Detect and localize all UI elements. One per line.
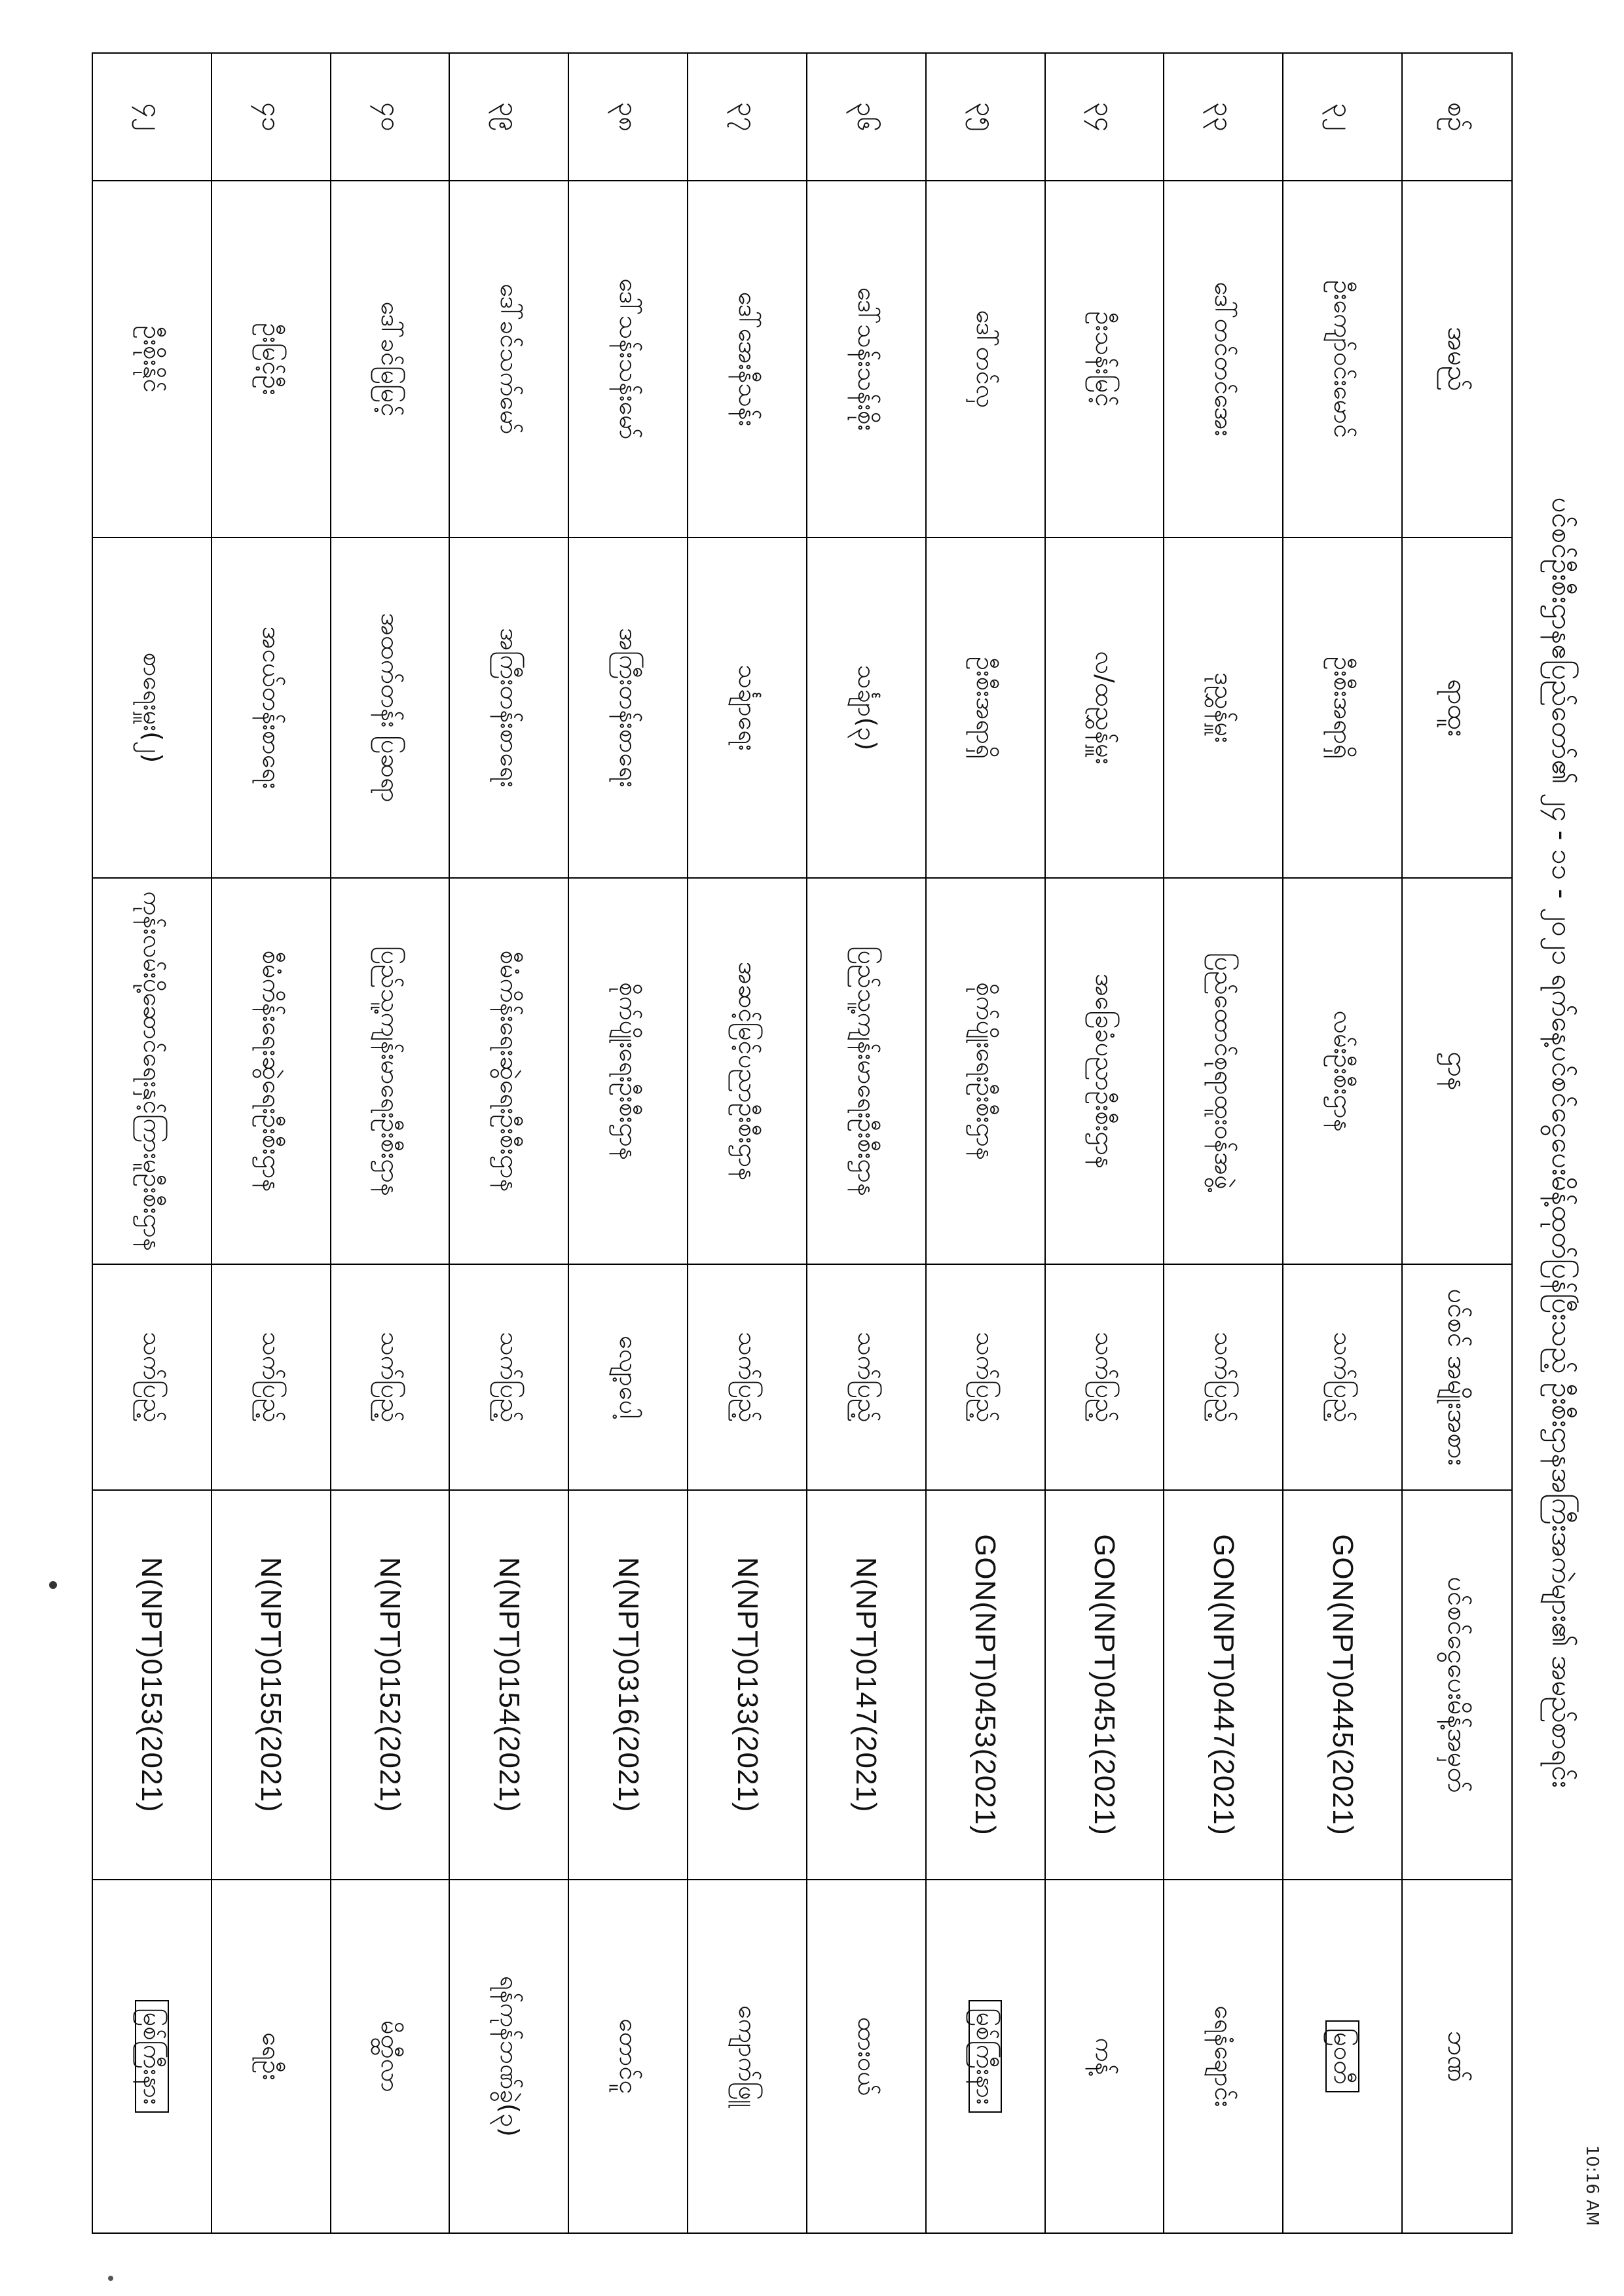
margin-dot bbox=[49, 1581, 57, 1589]
row-number: ၄၀ bbox=[331, 53, 450, 181]
department-name: ကုန်းလမ်းပို့ဆောင်ရေးနှင့်ကြားမူဦးစီးဌာန bbox=[92, 878, 212, 1264]
pension-type: သက်ပြည့် bbox=[1045, 1264, 1164, 1490]
row-number: ၄၂ bbox=[92, 53, 212, 181]
row-number: ၃၅ bbox=[926, 53, 1045, 181]
department-name: စိုက်ပျိုးရေးဦးစီးဌာန bbox=[926, 878, 1045, 1264]
bank-branch: ရေဦး bbox=[212, 1880, 331, 2233]
position-title: လ/ထညွှန်မှူး bbox=[1045, 538, 1164, 878]
pension-type: သက်ပြည့် bbox=[1283, 1264, 1402, 1490]
row-number: ၃၈ bbox=[568, 53, 688, 181]
header-no: စဉ် bbox=[1402, 53, 1512, 181]
bank-branch-boxed: မြစ်ကြီးနား bbox=[969, 2000, 1003, 2113]
department-name: အခြေခံပညာဦးစီးဌာန bbox=[1045, 878, 1164, 1264]
pension-order-number: GON(NPT)0451(2021) bbox=[1045, 1490, 1164, 1880]
department-name: စိုက်ပျိုးရေးဦးစီးဌာန bbox=[568, 878, 688, 1264]
bank-branch bbox=[92, 1880, 212, 2233]
person-name: ဒေါ်ခင်သက်မော် bbox=[450, 181, 569, 538]
pension-order-number: N(NPT)0155(2021) bbox=[212, 1490, 331, 1880]
position-title: ဦးစီးအရာရှိ bbox=[926, 538, 1045, 878]
pension-order-number: N(NPT)0147(2021) bbox=[807, 1490, 926, 1880]
bank-branch-boxed: မြဝတီ bbox=[1325, 2020, 1359, 2092]
position-title: အကြီးတန်းစာရေး bbox=[568, 538, 688, 878]
bank-branch: ထားဝယ် bbox=[807, 1880, 926, 2233]
department-name: စီမံကိန်းရေးဆွဲရေးဦးစီးဌာန bbox=[450, 878, 569, 1264]
pension-order-number: GON(NPT)0445(2021) bbox=[1283, 1490, 1402, 1880]
pension-type: သက်ပြည့် bbox=[212, 1264, 331, 1490]
table-row bbox=[926, 53, 1045, 2233]
row-number: ၃၉ bbox=[450, 53, 569, 181]
bank-branch: ရေနံချောင်း bbox=[1164, 1880, 1283, 2233]
position-title: အထက်တန်း ပြဆရာ bbox=[331, 538, 450, 878]
position-title: ဒုညွှန်မှူး bbox=[1164, 538, 1283, 878]
position-title: အကြီးတန်းစာရေး bbox=[450, 538, 569, 878]
position-title: သင်္ချာရေး bbox=[688, 538, 807, 878]
bank-branch bbox=[926, 1880, 1045, 2233]
pension-type: သက်ပြည့် bbox=[331, 1264, 450, 1490]
pension-type: လျော့ပေါ့ bbox=[568, 1264, 688, 1490]
bank-branch: တောင်ငူ bbox=[568, 1880, 688, 2233]
position-title: စာရေးမှူး(၂) bbox=[92, 538, 212, 878]
department-name: စီမံကိန်းရေးဆွဲရေးဦးစီးဌာန bbox=[212, 878, 331, 1264]
bank-branch bbox=[1283, 1880, 1402, 2233]
header-position: ရာထူး bbox=[1402, 538, 1512, 878]
row-number: ၃၄ bbox=[1045, 53, 1164, 181]
position-title: သင်္ချာ(၃) bbox=[807, 538, 926, 878]
department-name: လမ်းဦးစီးဌာန bbox=[1283, 878, 1402, 1264]
table-row bbox=[92, 53, 212, 2233]
department-name: ပြည်ထောင်စုရာထူးဝန်အဖွဲ့ bbox=[1164, 878, 1283, 1264]
person-name: ဒေါ်သန်းသန်းစိုး bbox=[807, 181, 926, 538]
table-row bbox=[688, 53, 807, 2233]
pension-type: သက်ပြည့် bbox=[1164, 1264, 1283, 1490]
pension-type: သက်ပြည့် bbox=[92, 1264, 212, 1490]
header-order-no: ပင်စင်ငွေပေးမိန့်အမှတ် bbox=[1402, 1490, 1512, 1880]
pension-type: သက်ပြည့် bbox=[688, 1264, 807, 1490]
table-header-row bbox=[1402, 53, 1512, 2233]
row-number: ၃၆ bbox=[807, 53, 926, 181]
person-name: ဒေါ်အေးနီသန်း bbox=[688, 181, 807, 538]
table-row bbox=[1045, 53, 1164, 2233]
table-row bbox=[568, 53, 688, 2233]
person-name: ဦးကျော်ဝင်းမောင် bbox=[1283, 181, 1402, 538]
department-name: ပြည်သူ့ကျန်းမာရေးဦးစီးဌာန bbox=[331, 878, 450, 1264]
table-row bbox=[807, 53, 926, 2233]
person-name: ဦးမြင့်ဦး bbox=[212, 181, 331, 538]
scan-timestamp: 10:16 AM bbox=[1582, 2145, 1602, 2226]
person-name: ဦးစိုးနိုင် bbox=[92, 181, 212, 538]
department-name: အဆင့်မြင့်ပညာဦးစီးဌာန bbox=[688, 878, 807, 1264]
row-number: ၄၁ bbox=[212, 53, 331, 181]
pension-order-number: N(NPT)0154(2021) bbox=[450, 1490, 569, 1880]
pension-order-number: N(NPT)0152(2021) bbox=[331, 1490, 450, 1880]
person-name: ဦးသန်းမြင့် bbox=[1045, 181, 1164, 538]
row-number: ၃၂ bbox=[1283, 53, 1402, 181]
margin-dot bbox=[108, 2276, 113, 2281]
table-row bbox=[450, 53, 569, 2233]
table-body bbox=[92, 53, 1402, 2233]
pension-order-number: N(NPT)0316(2021) bbox=[568, 1490, 688, 1880]
position-title: ဦးစီးအရာရှိ bbox=[1283, 538, 1402, 878]
bank-branch: ကန့် bbox=[1045, 1880, 1164, 2233]
pension-type: သက်ပြည့် bbox=[807, 1264, 926, 1490]
table-row bbox=[212, 53, 331, 2233]
person-name: ဒေါ်တင်လှ bbox=[926, 181, 1045, 538]
document-title: ပင်စင်ဦးစီးဌာနဧပြည်တော်၏ ၂၄ - ၁၁ - ၂၀၂၁ ရက်နေ့ပင်စင်ငွေပေးမိန့်ထုတ်ပြန်ပြီးသည့် ဦးစီးဌာနအကြီးအကဲများ၏ အမည်စာရင်း bbox=[1546, 497, 1578, 1788]
header-pension-type: ပင်စင် အမျိုးအစား bbox=[1402, 1264, 1512, 1490]
table-row bbox=[1164, 53, 1283, 2233]
pension-type: သက်ပြည့် bbox=[450, 1264, 569, 1490]
position-title: အငယ်တန်းစာရေး bbox=[212, 538, 331, 878]
pension-order-number: N(NPT)0133(2021) bbox=[688, 1490, 807, 1880]
bank-branch: ကျောက်ဖြူ bbox=[688, 1880, 807, 2233]
pension-order-number: GON(NPT)0453(2021) bbox=[926, 1490, 1045, 1880]
pension-type: သက်ပြည့် bbox=[926, 1264, 1045, 1490]
table-row bbox=[1283, 53, 1402, 2233]
row-number: ၃၃ bbox=[1164, 53, 1283, 181]
table-row bbox=[331, 53, 450, 2233]
row-number: ၃၇ bbox=[688, 53, 807, 181]
bank-branch-boxed: မြစ်ကြီးနား bbox=[135, 2000, 169, 2113]
person-name: ဒေါ်ခင်မြမြင့် bbox=[331, 181, 450, 538]
header-department: ဌာန bbox=[1402, 878, 1512, 1264]
person-name: ဒေါ်တင်တင်အေး bbox=[1164, 181, 1283, 538]
header-bank: ဘဏ် bbox=[1402, 1880, 1512, 2233]
bank-branch: မိတ္ထီလာ bbox=[331, 1880, 450, 2233]
pension-order-number: N(NPT)0153(2021) bbox=[92, 1490, 212, 1880]
department-name: ပြည်သူ့ကျန်းမာရေးဦးစီးဌာန bbox=[807, 878, 926, 1264]
pension-order-number: GON(NPT)0447(2021) bbox=[1164, 1490, 1283, 1880]
document-sheet bbox=[92, 52, 1602, 2232]
person-name: ဒေါ်သန်းသန်းမော် bbox=[568, 181, 688, 538]
pension-table bbox=[92, 52, 1513, 2234]
bank-branch: ရန်ကုန်ဘဏ်ခွဲ(၃) bbox=[450, 1880, 569, 2233]
header-name: အမည် bbox=[1402, 181, 1512, 538]
